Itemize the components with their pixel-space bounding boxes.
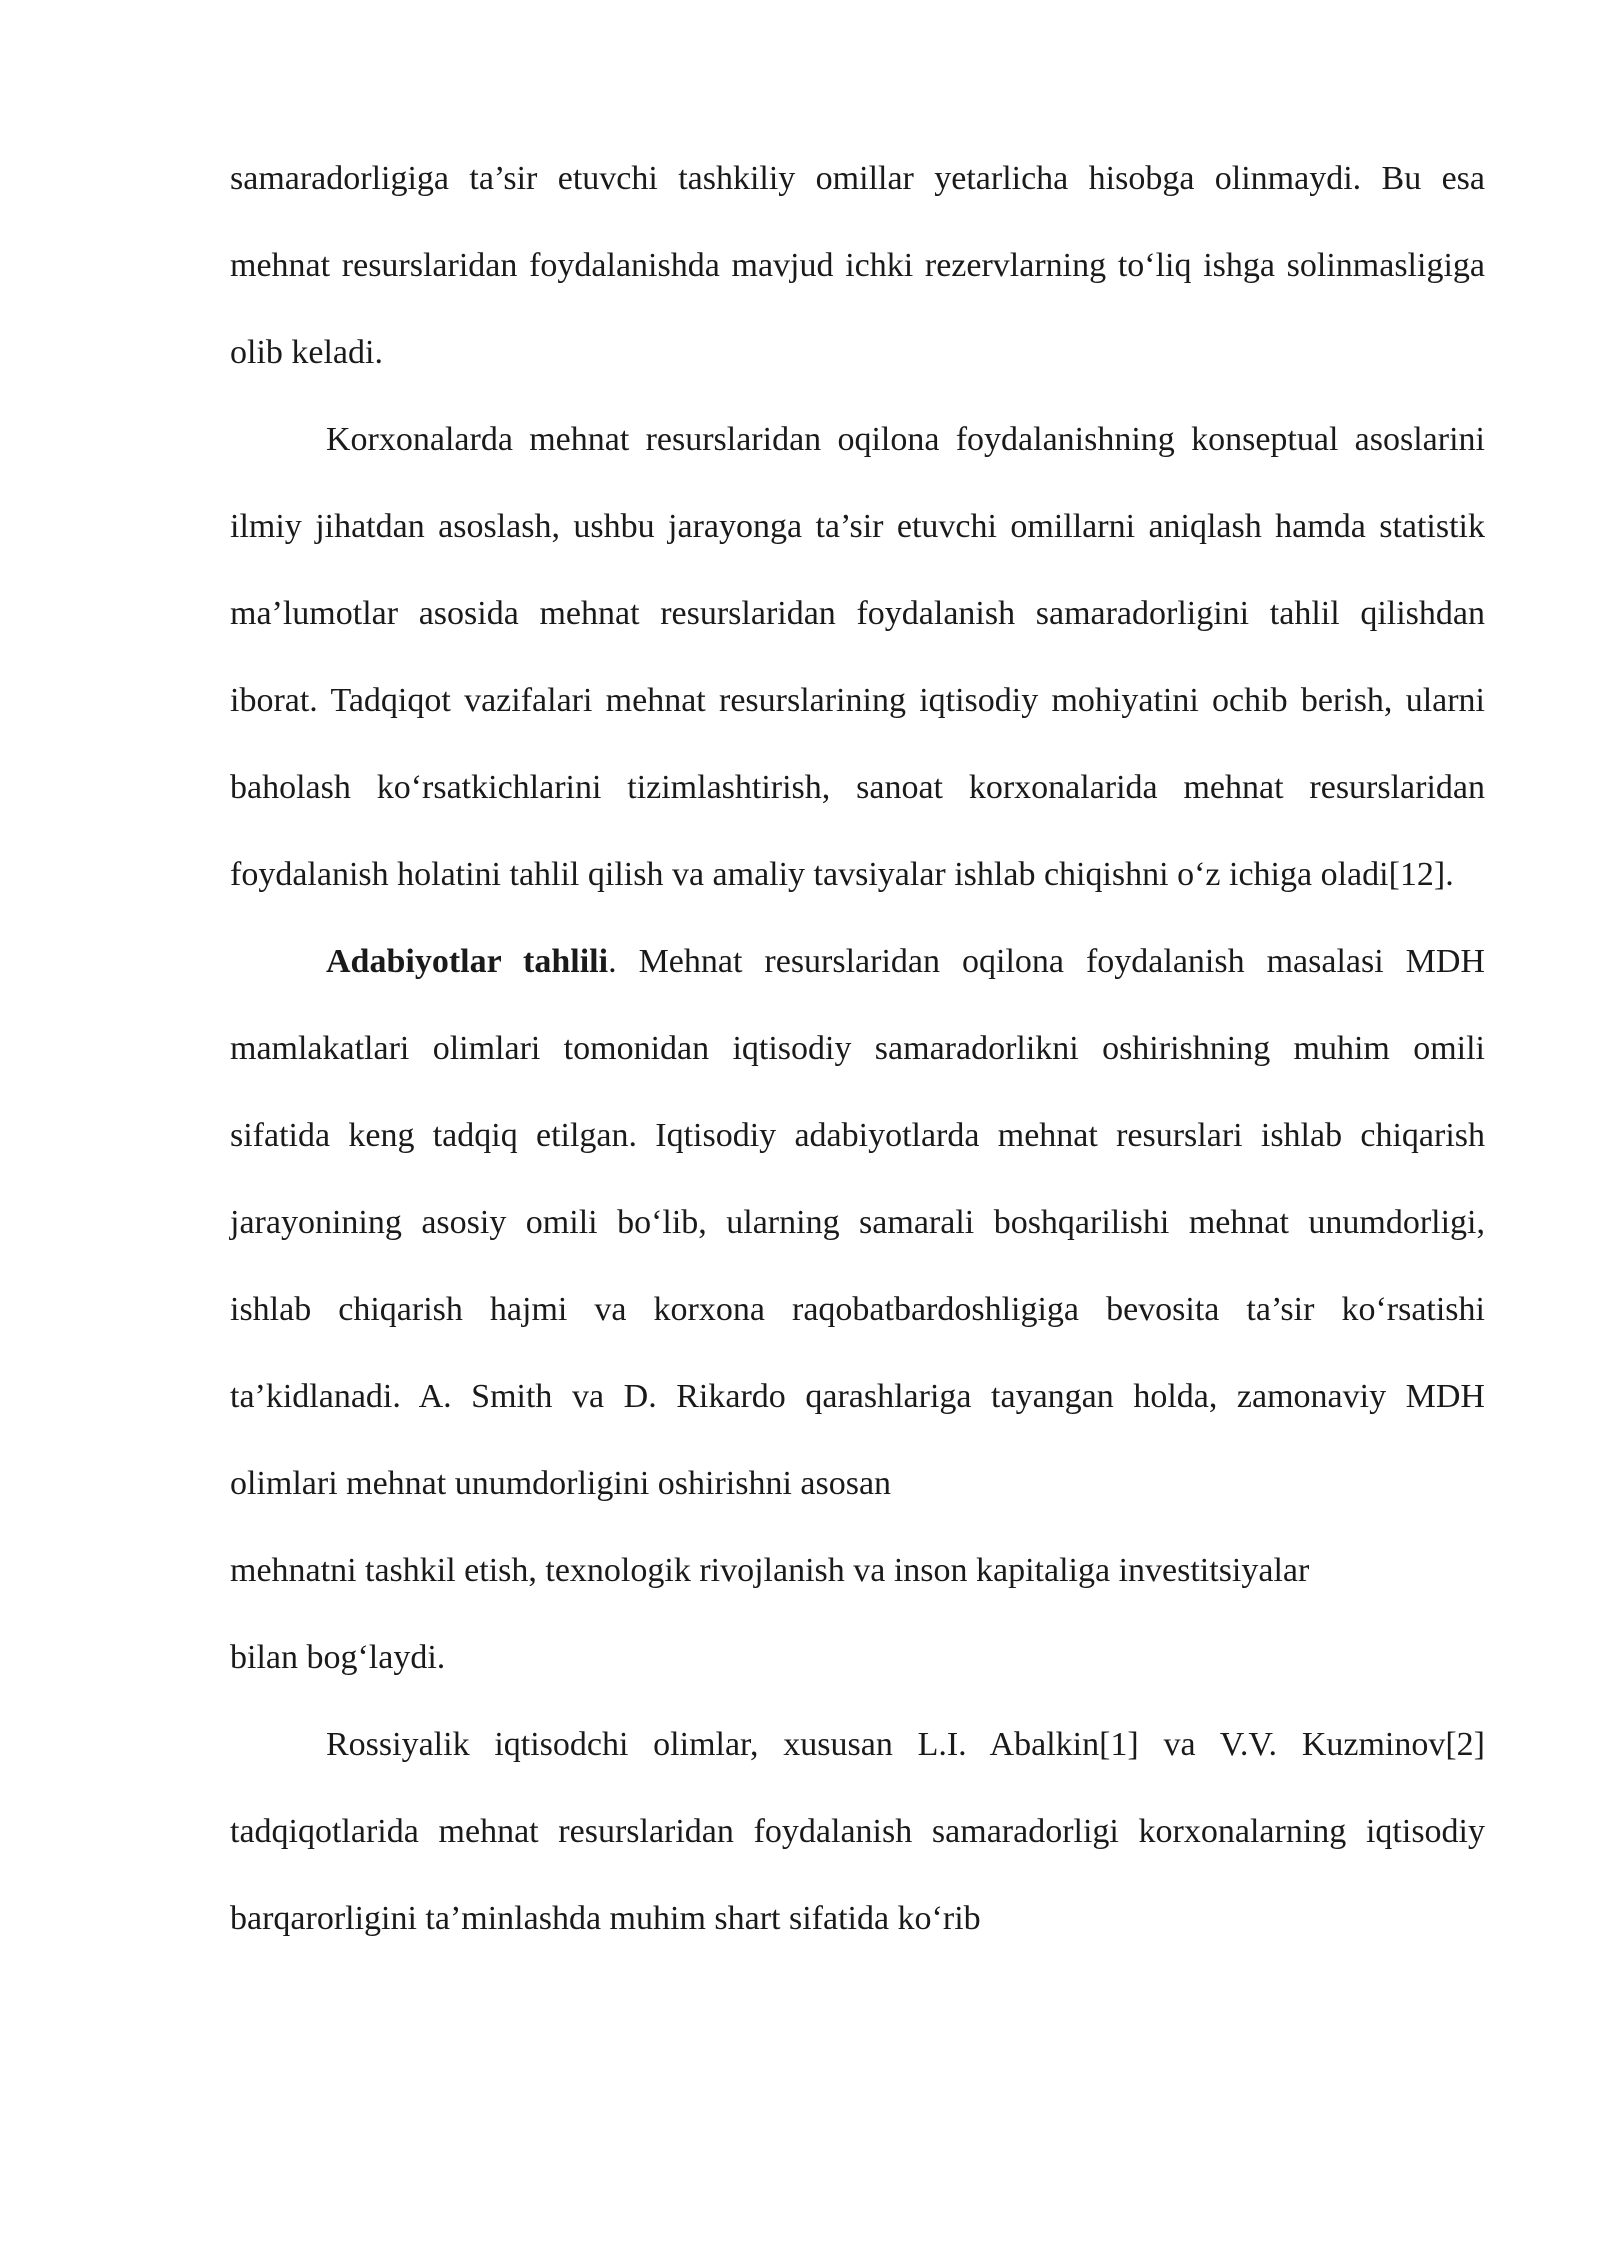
paragraph-3 bbox=[230, 918, 1485, 1527]
section-heading-literature-review: Adabiyotlar tahlili bbox=[326, 943, 609, 980]
paragraph-4: Rossiyalik iqtisodchi olimlar, xususan L.I. Abalkin[1] va V.V. Kuzminov[2] tadqiqotlarida mehnat resurslaridan foydalanish samaradorligi korxonalarning iqtisodiy barqarorligini ta’minlashda muhim shart sifatida ko‘rib bbox=[230, 1726, 1485, 1937]
paragraph-3-text: . Mehnat resurslaridan oqilona foydalanish masalasi MDH mamlakatlari olimlari tomonidan iqtisodiy samaradorlikni oshirishning muhim omili sifatida keng tadqiq etilgan. Iqtisodiy adabiyotlarda mehnat resurslari ishlab chiqarish jarayonining asosiy omili bo‘lib, ularning samarali boshqarilishi mehnat unumdorligi, ishlab chiqarish hajmi va korxona raqobatbardoshligiga bevosita ta’sir ko‘rsatishi ta’kidlanadi. A. Smith va D. Rikardo qarashlariga tayangan holda, zamonaviy MDH olimlari mehnat unumdorligini oshirishni asosan bbox=[230, 943, 1485, 1502]
paragraph-3-end: bilan bog‘laydi. bbox=[230, 1639, 446, 1676]
paragraph-3-continuation: mehnatni tashkil etish, texnologik rivojlanish va inson kapitaliga investitsiyalar bbox=[230, 1552, 1310, 1589]
paragraph-1: samaradorligiga ta’sir etuvchi tashkiliy omillar yetarlicha hisobga olinmaydi. Bu esa mehnat resurslaridan foydalanishda mavjud ichki rezervlarning to‘liq ishga solinmasligiga olib keladi. bbox=[230, 160, 1485, 371]
paragraph-2: Korxonalarda mehnat resurslaridan oqilona foydalanishning konseptual asoslarini ilmiy jihatdan asoslash, ushbu jarayonga ta’sir etuvchi omillarni aniqlash hamda statistik ma’lumotlar asosida mehnat resurslaridan foydalanish samaradorligini tahlil qilishdan iborat. Tadqiqot vazifalari mehnat resurslarining iqtisodiy mohiyatini ochib berish, ularni baholash ko‘rsatkichlarini tizimlashtirish, sanoat korxonalarida mehnat resurslaridan foydalanish holatini tahlil qilish va amaliy tavsiyalar ishlab chiqishni o‘z ichiga oladi[12]. bbox=[230, 421, 1485, 893]
document-body bbox=[230, 135, 1485, 1962]
